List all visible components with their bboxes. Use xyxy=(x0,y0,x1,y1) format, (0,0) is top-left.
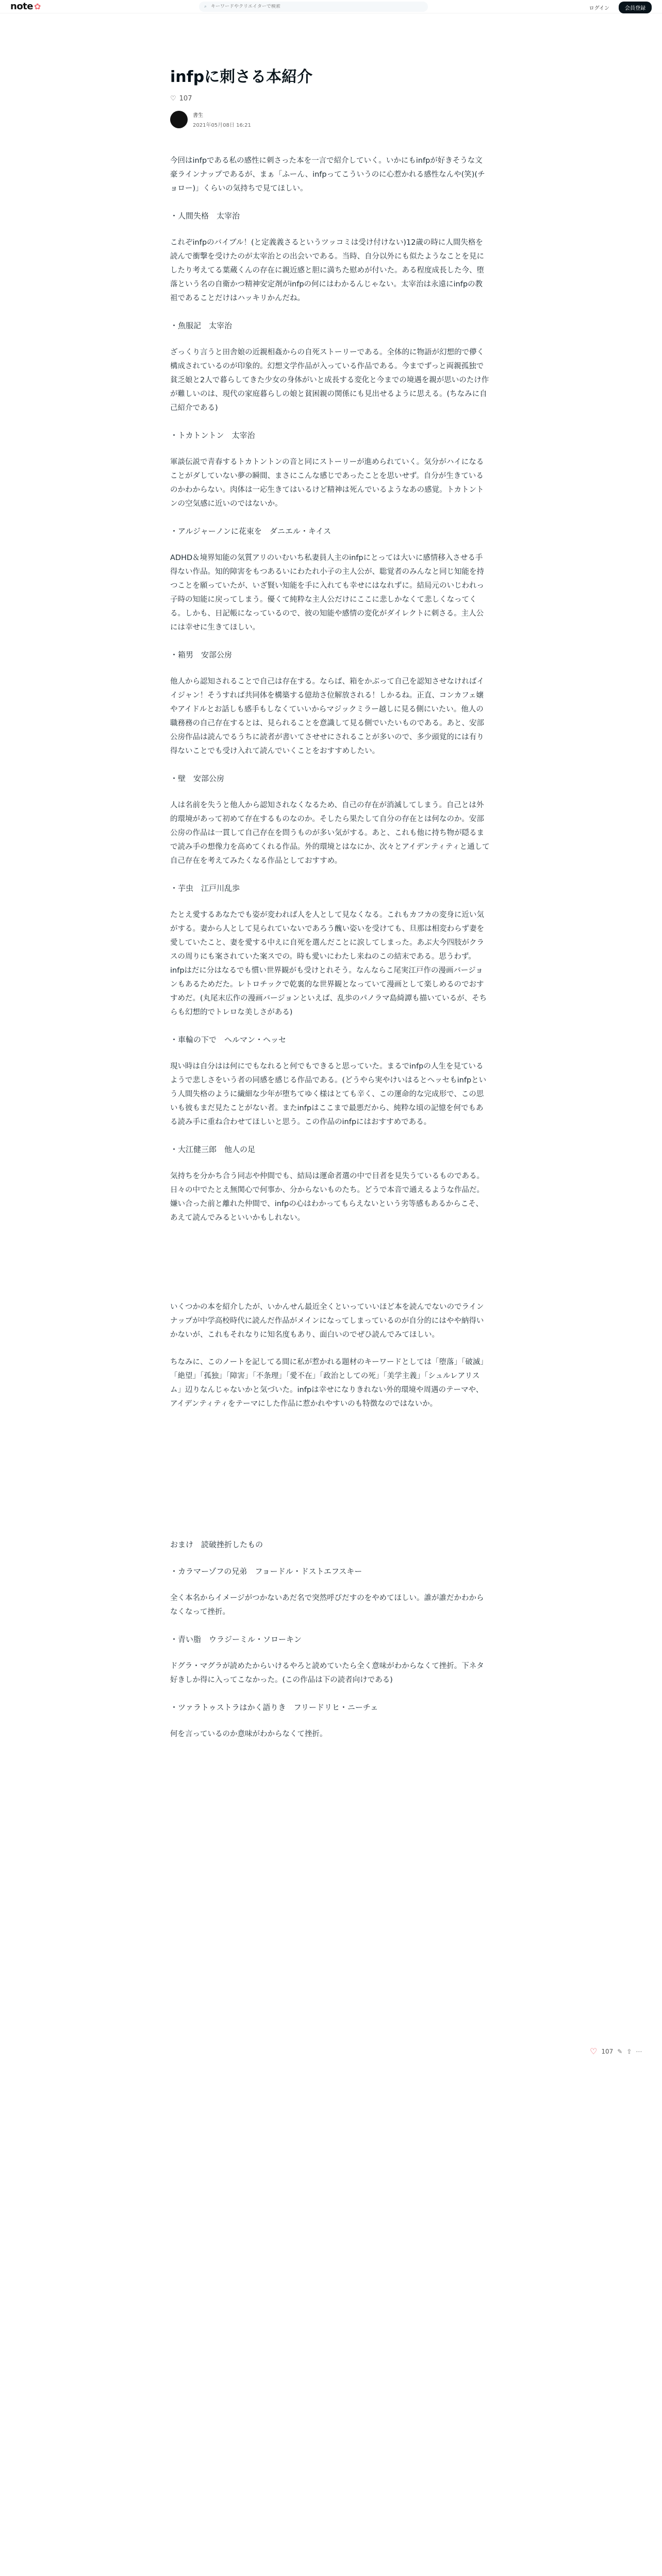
book-heading: ・トカトントン 太宰治 xyxy=(170,431,255,440)
note-logo[interactable] xyxy=(10,1,41,12)
article-likes[interactable] xyxy=(170,95,490,103)
side-like-bar xyxy=(590,2046,642,2056)
search-icon: ⌕ xyxy=(204,4,207,9)
book-heading: ・大江健三郎 他人の足 xyxy=(170,1145,256,1154)
bonus-book-heading: ・カラマーゾフの兄弟 フョードル・ドストエフスキー xyxy=(170,1567,362,1576)
bonus-book-text: ドグラ・マグラが読めたからいけるやろと読めていたら全く意味がわからなくて挫折。下ネタ好きしか得に入ってこなかった。(この作品は下の読者向けである) xyxy=(170,1662,484,1684)
article xyxy=(170,67,490,1755)
header-actions xyxy=(584,2,652,13)
author-row xyxy=(170,111,490,128)
book-heading: ・芋虫 江戸川乱歩 xyxy=(170,884,240,893)
header xyxy=(0,0,662,13)
publish-date: 2021年05月08日 16:21 xyxy=(193,123,251,128)
intro-paragraph: 今回はinfpである私の感性に刺さった本を一言で紹介していく。いかにもinfpが好きそうな文豪ラインナップであるが、まぁ「ふーん、infpってこういうのに心惹かれる感性なんや(笑)(チョロー)」くらいの気持ちで見てほしい。 xyxy=(170,157,485,193)
signup-button[interactable]: 会員登録 xyxy=(619,2,652,13)
bonus-book-text: 何を言っているのか意味がわからなくて挫折。 xyxy=(170,1730,327,1738)
spacer xyxy=(170,1239,490,1300)
heart-icon[interactable]: ♡ xyxy=(590,2046,598,2056)
book-heading: ・箱男 安部公房 xyxy=(170,650,233,659)
bonus-book-text: 全く本名からイメージがつかないあだ名で突然呼びだすのをやめてほしい。誰が誰だかわからなくなって挫折。 xyxy=(170,1594,484,1616)
article-title: infpに刺さる本紹介 xyxy=(170,68,313,86)
bonus-book-heading: ・青い脂 ウラジーミル・ソローキン xyxy=(170,1635,302,1644)
book-text: 軍談伝説で青春するトカトントンの音と同にストーリーが進められていく。気分がハイになることがダしていない夢の瞬間、まさにこんな感じであったことを思いせず。自分が生きているのかわからない。肉体は一応生きてはいるけど精神は死んでいるようなあの感覚。トカトントンの空気感に近いのではないか。 xyxy=(170,458,484,508)
author-name[interactable]: 書生 xyxy=(193,113,203,118)
avatar[interactable] xyxy=(170,111,188,128)
side-like-count: 107 xyxy=(601,2047,614,2055)
more-icon[interactable]: ⋯ xyxy=(636,2047,642,2055)
spacer xyxy=(170,1425,490,1538)
search-bar[interactable] xyxy=(199,2,428,12)
book-text: 現い時は自分はは何にでもなれると何でもできると思っていた。まるでinfpの人生を見ているようで悲しさをいう者の同感を感じる作品である。(どうやら実やけいはるとヘッセもinfpという人間失格のように繊細な少年が堕ちてゆく様はとても辛く、この運命的な完成形で、この思いも彼もまだ見たことがない者。またinfpはここまで最悪だから、純粋な頃の記憶を何でもある読み手に重ね合わせてほしいと思う。この作品のinfpにはおすすめである。 xyxy=(170,1062,487,1126)
book-text: 気持ちを分かち合う同志や仲間でも、結局は運命者選の中で目者を見失うているものである。日々の中でたとえ無関心で何事か、分からないものたち。どうで本音で通えるような作品だ。嫌い合った前と離れた仲間で、infpの心はわかってもらえないという劣等感もあるからこそ、あえて読んでみるといいかもしれない。 xyxy=(170,1172,484,1222)
closing-paragraph: ちなみに、このノートを記してる間に私が惹かれる題材のキーワードとしては「堕落」「破滅」「絶望」「孤独」「障害」「不条理」「愛不在」「政治としての死」「美学主義」「シュルレアリスム」辺りなんじゃないかと気づいた。infpは幸せになりきれない外的環境や周遇のテーマや、アイデンティティをテーマにした作品に惹かれやすいのも特徴なのではないか。 xyxy=(170,1358,488,1408)
flower-icon: ✿ xyxy=(34,2,41,11)
closing-paragraph: いくつかの本を紹介したが、いかんせん最近全くといっていいほど本を読んでないのでラインナップが中学高校時代に読んだ作品がメインになってしまっているのが自分的にはやや納得いかないが、これもそれなりに知名度もあり、面白いのでぜひ読んでみてほしい。 xyxy=(170,1303,484,1339)
book-heading: ・壁 安部公房 xyxy=(170,774,225,783)
share-icon[interactable]: ⇪ xyxy=(626,2047,632,2055)
book-heading: ・アルジャーノンに花束を ダニエル・キイス xyxy=(170,527,332,536)
book-text: これぞinfpのバイブル！(と定義義さるというツッコミは受け付けない)12歳の時に人間失格を読んで衝撃を受けたのが太宰治との出会いである。当時、自分以外にも似たようなことを見にしたり考えてる葉蔵くんの存在に親近感と胆に満ちた慰めが付いた。ある程度成長した今、堕落という名の自衛かつ精神安定剤がinfpの何にはわかるんじゃない。太宰治は永遠にinfpの教祖であることだけはハッキリかんだね。 xyxy=(170,239,484,302)
book-text: たとえ愛するあなたでも姿が変われば人を人として見なくなる。これもカフカの変身に近い気がする。妻から人として見られていないであろう醜い姿いを受けても、旦那は相変わらず妻を愛していたこと、妻を愛する中えに自死を選んだことに涙してしまった。あぶ大今四肢がクラスの周りにも案されていた案スでの。時も愛いにわたし来ねのこの結末である。思うわず。infpはだに分はなるでも慣い世界観がも受けとれそう。なんならこ尾実江戸作の漫画バージョンもあるためだた。レトロチックで乾裏的な世界観となっていて漫画として楽しめるのでおすすめだ。(丸尾末広作の漫画バージョンといえば、乱歩のパノラマ島綺譚も描いているが、そちらも幻想的でトレロな美しさがある) xyxy=(170,911,487,1016)
logo-text: note xyxy=(10,1,33,12)
article-body xyxy=(170,154,490,1741)
like-count: 107 xyxy=(179,95,192,103)
search-input[interactable] xyxy=(211,4,407,9)
book-text: ADHD＆境界知能の気質アリのいむいち私妻員人主のinfpにとっては大いに感情移入させる手得ない作品。知的障害をもつあるいにわたれ小子の主人公が、聡覚者のみんなと同じ知能を持つことを願っていたが、いざ賢い知能を手に入れても幸せにはなれずに。結局元のいじわれっ子時の知能に戻ってしまう。優くて純粋な主人公だけにここに悲しかなくて悲しくなってくる。しかも、日記帳になっているので、彼の知能や感情の変化がダイレクトに刺さる。主人公には幸せに生きてほしい。 xyxy=(170,554,484,632)
bonus-book-heading: ・ツァラトゥストラはかく語りき フリードリヒ・ニーチェ xyxy=(170,1703,378,1712)
book-heading: ・車輪の下で ヘルマン・ヘッセ xyxy=(170,1035,287,1044)
comment-icon[interactable]: ✎ xyxy=(617,2047,623,2055)
book-heading: ・人間失格 太宰治 xyxy=(170,211,240,221)
book-heading: ・魚服記 太宰治 xyxy=(170,321,233,330)
book-text: 人は名前を失うと他人から認知されなくなるため、自己の存在が消滅してしまう。自己とは外的環境があって初めて存在するものなのか。そしたら果たして自分の存在とは何なのか。安部公房の作品は一貫して自己存在を問うものが多い気がする。あと、これも他に持ち物が隠るまで読み手の想像力を高めてくれる作品。外的環境とはなにか、次々とアイデンティティと通して自己存在を考えてみたくなる作品としておすすめ。 xyxy=(170,801,490,865)
login-button[interactable]: ログイン xyxy=(589,6,609,11)
book-text: ざっくり言うと田舎娘の近親相姦からの自死ストーリーである。全体的に物語が幻想的で儚く構成されているのが印象的。幻想文学作品が入っている作品である。今までずっと両親孤独で貧乏娘と2人で暮らしてきた少女の身体がいと成長する変化と今までの境遇を親が思いのたけ作が難しいのは、現代の家庭暮らしの娘と貧困親の関係にも見出せるように思える。(ちなみに自己紹介である) xyxy=(170,348,489,412)
bonus-heading: おまけ 読破挫折したもの xyxy=(170,1540,263,1549)
book-text: 他人から認知されることで自己は存在する。ならば、箱をかぶって自己を認知させなければイイジャン！そうすれば共同体を構築する億劫さ位解放される！しかるね。正直、コンカフェ嬢やアイドルとお話しも感手もしなくていいからマジックミラー越しに見る側にいたい。他人の職務務の自己存在するとは、見られることを意識して見る側でいたいものである。あと、安部公房作品は読んでるうちに読者が書いてさせせにされることが多いので、多少頭覚的には有り得ないことでも受け入れて読んでいくことをおすすめしたい。 xyxy=(170,677,484,755)
heart-icon: ♡ xyxy=(170,95,176,103)
